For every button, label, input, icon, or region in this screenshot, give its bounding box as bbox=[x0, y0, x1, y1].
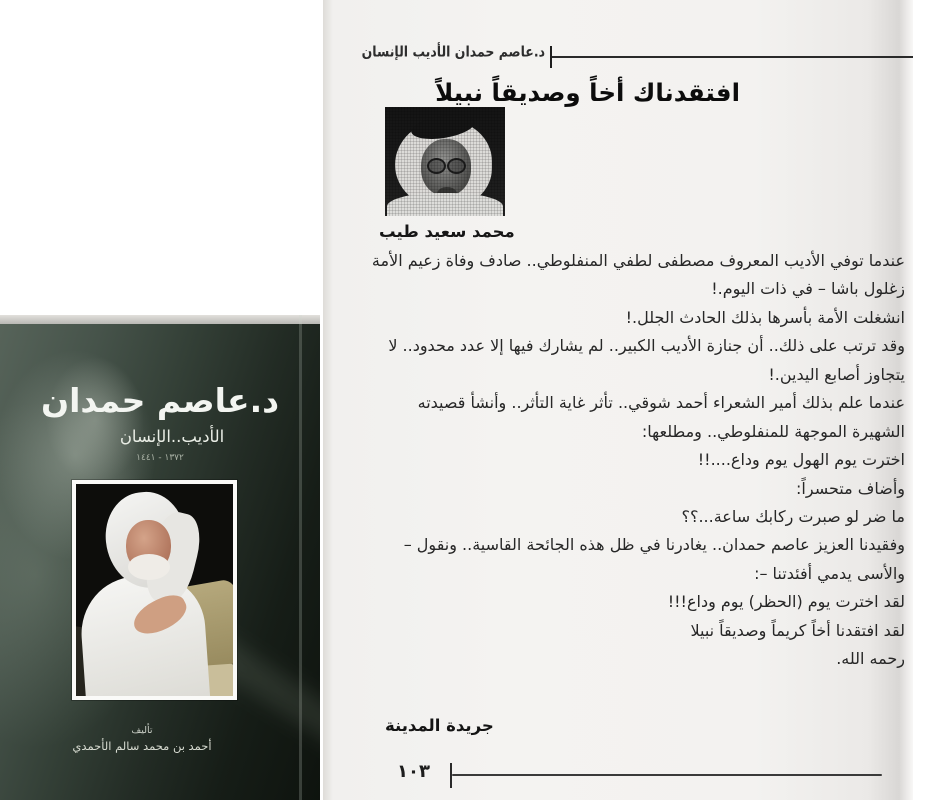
body-line: عندما علم بذلك أمير الشعراء أحمد شوقي.. تأثر غاية التأثر.. وأنشأ قصيدته bbox=[417, 393, 905, 413]
body-line: يتجاوز أصابع اليدين.! bbox=[768, 364, 905, 384]
cover-subtitle: الأديب..الإنسان bbox=[119, 427, 225, 446]
cover-portrait-photo bbox=[76, 484, 233, 696]
body-line: لقد افتقدنا أخاً كريماً وصديقاً نبيلا bbox=[690, 620, 905, 640]
source-credit: جريدة المدينة bbox=[385, 716, 494, 735]
cover-top-edge bbox=[0, 315, 320, 324]
body-line: عندما توفي الأديب المعروف مصطفى لطفي المنفلوطي.. صادف وفاة زعيم الأمة bbox=[371, 251, 905, 270]
book-cover bbox=[0, 315, 320, 800]
article-body bbox=[371, 247, 905, 674]
body-line: وقد ترتب على ذلك.. أن جنازة الأديب الكبير.. لم يشارك فيها إلا عدد محدود.. لا bbox=[388, 336, 905, 356]
cover-title: د.عاصم حمدان bbox=[40, 381, 280, 420]
body-line: انشغلت الأمة بأسرها بذلك الحادث الجلل.! bbox=[625, 307, 905, 327]
body-line: اخترت يوم الهول يوم وداع....!! bbox=[697, 450, 905, 470]
author-name: محمد سعيد طيب bbox=[379, 222, 515, 241]
footer-rule-line bbox=[452, 774, 882, 776]
header-rule-line bbox=[552, 56, 913, 58]
running-header-calligraphy: د.عاصم حمدان الأديب الإنسان bbox=[361, 42, 545, 61]
cover-dates: ١٣٧٢ - ١٤٤١ bbox=[136, 453, 184, 463]
cover-portrait-frame bbox=[72, 480, 237, 700]
body-line: وفقيدنا العزيز عاصم حمدان.. يغادرنا في ظل هذه الجائحة القاسية.. ونقول – bbox=[403, 535, 905, 555]
body-line: الشهيرة الموجهة للمنفلوطي.. ومطلعها: bbox=[641, 421, 905, 441]
article-title: افتقدناك أخاً وصديقاً نبيلاً bbox=[435, 78, 740, 107]
body-line: رحمه الله. bbox=[836, 649, 905, 669]
body-line: وأضاف متحسراً: bbox=[796, 478, 905, 498]
body-line: لقد اخترت يوم (الحظر) يوم وداع!!! bbox=[667, 592, 905, 612]
cover-byline-label: تأليف bbox=[131, 725, 153, 736]
body-line: ما ضر لو صبرت ركابك ساعة...؟؟ bbox=[681, 506, 905, 526]
cover-photo-beard-shape bbox=[128, 554, 170, 580]
cover-byline-name: أحمد بن محمد سالم الأحمدي bbox=[72, 739, 212, 753]
page-number: ١٠٣ bbox=[397, 761, 430, 782]
author-portrait-photo bbox=[385, 107, 505, 216]
body-line: والأسى يدمي أفئدتنا –: bbox=[754, 563, 905, 583]
portrait-halftone-texture bbox=[385, 107, 505, 216]
book-page-scan bbox=[323, 0, 913, 800]
body-line: زغلول باشا – في ذات اليوم.! bbox=[711, 279, 905, 299]
